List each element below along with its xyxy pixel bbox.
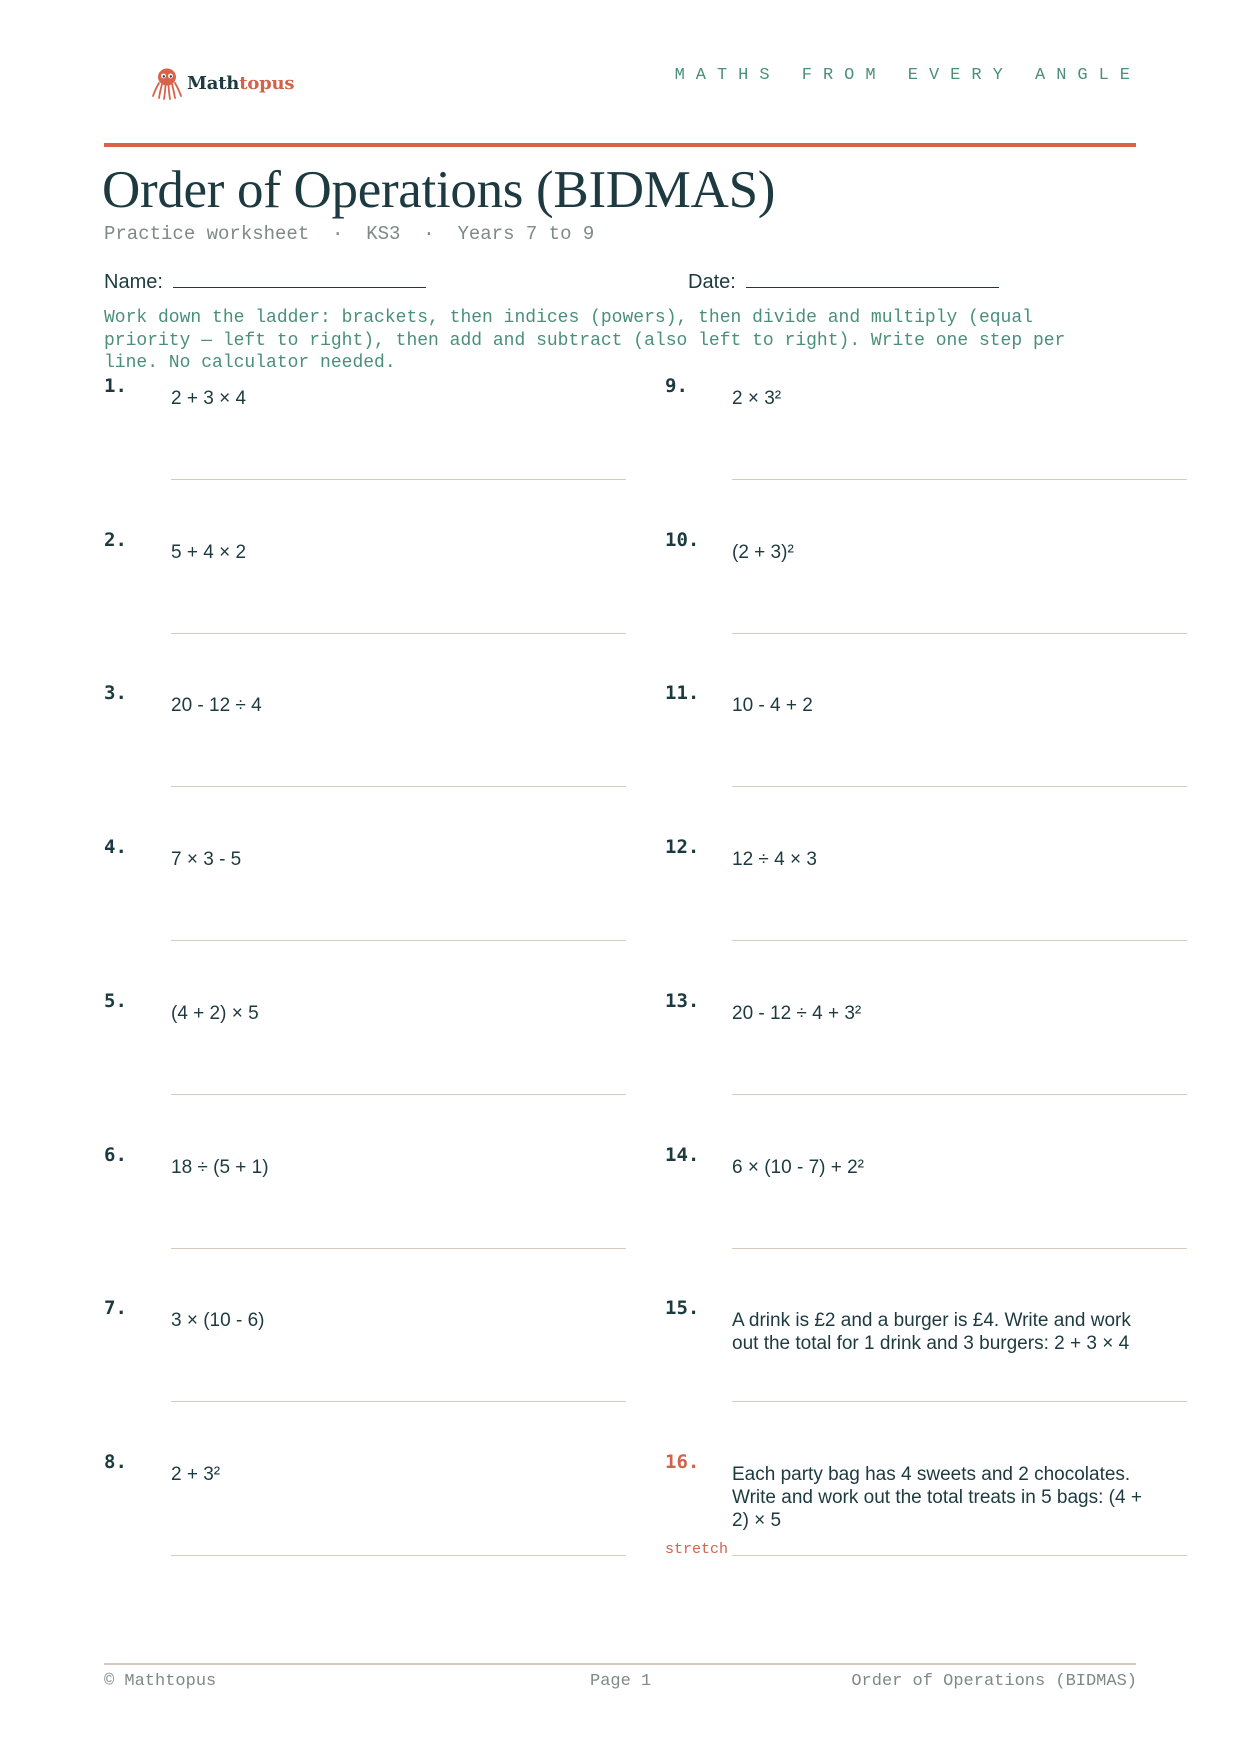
question-number: 6. — [104, 1144, 127, 1166]
question-number: 10. — [665, 529, 700, 551]
question-number: 7. — [104, 1297, 127, 1319]
question-item — [665, 375, 1225, 525]
question-number: 5. — [104, 990, 127, 1012]
question-item — [104, 529, 664, 679]
answer-line[interactable] — [732, 940, 1187, 941]
question-number: 14. — [665, 1144, 700, 1166]
question-number: 8. — [104, 1451, 127, 1473]
answer-line[interactable] — [732, 479, 1187, 480]
question-text: 10 - 4 + 2 — [732, 695, 813, 716]
question-item — [665, 990, 1225, 1140]
header-divider — [104, 143, 1136, 147]
question-item — [665, 1144, 1225, 1294]
octopus-icon — [151, 66, 183, 100]
stretch-tag: stretch — [665, 1541, 729, 1558]
question-text: (2 + 3)² — [732, 542, 794, 563]
answer-line[interactable] — [171, 633, 626, 634]
answer-line[interactable] — [171, 1555, 626, 1556]
date-label: Date: — [688, 271, 736, 293]
footer-title: Order of Operations (BIDMAS) — [851, 1672, 1137, 1691]
page-title: Order of Operations (BIDMAS) — [102, 161, 776, 219]
question-text: 6 × (10 - 7) + 2² — [732, 1157, 865, 1178]
question-item — [665, 682, 1225, 832]
question-text: Each party bag has 4 sweets and 2 chocolates. Write and work out the total treats in 5 bags: (4 + 2) × 5 — [732, 1464, 1142, 1531]
name-field[interactable] — [104, 269, 426, 294]
footer-divider — [104, 1663, 1136, 1665]
question-item — [104, 836, 664, 986]
tagline: MATHS FROM EVERY ANGLE — [674, 66, 1141, 85]
answer-line[interactable] — [732, 1555, 1187, 1556]
question-item — [665, 1451, 1225, 1601]
question-number: 13. — [665, 990, 700, 1012]
question-text: A drink is £2 and a burger is £4. Write and work out the total for 1 drink and 3 burgers: 2 + 3 × 4 — [732, 1310, 1131, 1354]
question-item — [104, 1451, 664, 1601]
answer-line[interactable] — [732, 1094, 1187, 1095]
name-label: Name: — [104, 271, 163, 293]
question-text: 5 + 4 × 2 — [171, 542, 247, 563]
question-text: 2 × 3² — [732, 388, 782, 409]
answer-line[interactable] — [732, 1248, 1187, 1249]
question-text: 18 ÷ (5 + 1) — [171, 1157, 269, 1178]
question-number: 12. — [665, 836, 700, 858]
answer-line[interactable] — [732, 1401, 1187, 1402]
question-number: 11. — [665, 682, 700, 704]
name-line[interactable] — [173, 269, 426, 288]
question-item — [104, 1144, 664, 1294]
answer-line[interactable] — [732, 786, 1187, 787]
answer-line[interactable] — [171, 479, 626, 480]
question-text: (4 + 2) × 5 — [171, 1003, 259, 1024]
page-subtitle: Practice worksheet · KS3 · Years 7 to 9 — [104, 223, 595, 245]
answer-line[interactable] — [171, 1401, 626, 1402]
question-number: 3. — [104, 682, 127, 704]
footer-page-number: Page 1 — [590, 1672, 652, 1691]
question-item — [104, 990, 664, 1140]
instructions: Work down the ladder: brackets, then indices (powers), then divide and multiply (equal priority — left to right), then add and subtract (also left to right). Write one step per line. No calculator needed. — [104, 308, 1066, 373]
footer-copyright: © Mathtopus — [104, 1672, 217, 1691]
question-item — [665, 529, 1225, 679]
question-text: 7 × 3 - 5 — [171, 849, 242, 870]
question-number: 9. — [665, 375, 688, 397]
question-text: 2 + 3 × 4 — [171, 388, 247, 409]
answer-line[interactable] — [732, 633, 1187, 634]
question-text: 3 × (10 - 6) — [171, 1310, 265, 1331]
question-text: 20 - 12 ÷ 4 — [171, 695, 262, 716]
question-item — [665, 836, 1225, 986]
question-number: 2. — [104, 529, 127, 551]
question-number: 15. — [665, 1297, 700, 1319]
date-line[interactable] — [746, 269, 999, 288]
question-item — [104, 1297, 664, 1447]
question-text: 2 + 3² — [171, 1464, 221, 1485]
question-text: 20 - 12 ÷ 4 + 3² — [732, 1003, 862, 1024]
question-text: 12 ÷ 4 × 3 — [732, 849, 817, 870]
brand-name: Mathtopus — [187, 72, 295, 94]
answer-line[interactable] — [171, 1248, 626, 1249]
date-field[interactable] — [688, 269, 999, 294]
answer-line[interactable] — [171, 940, 626, 941]
question-item — [104, 682, 664, 832]
question-number: 4. — [104, 836, 127, 858]
brand-logo — [151, 66, 294, 100]
answer-line[interactable] — [171, 786, 626, 787]
question-number: 16. — [665, 1451, 700, 1473]
question-item — [665, 1297, 1225, 1447]
answer-line[interactable] — [171, 1094, 626, 1095]
question-item — [104, 375, 664, 525]
question-number: 1. — [104, 375, 127, 397]
